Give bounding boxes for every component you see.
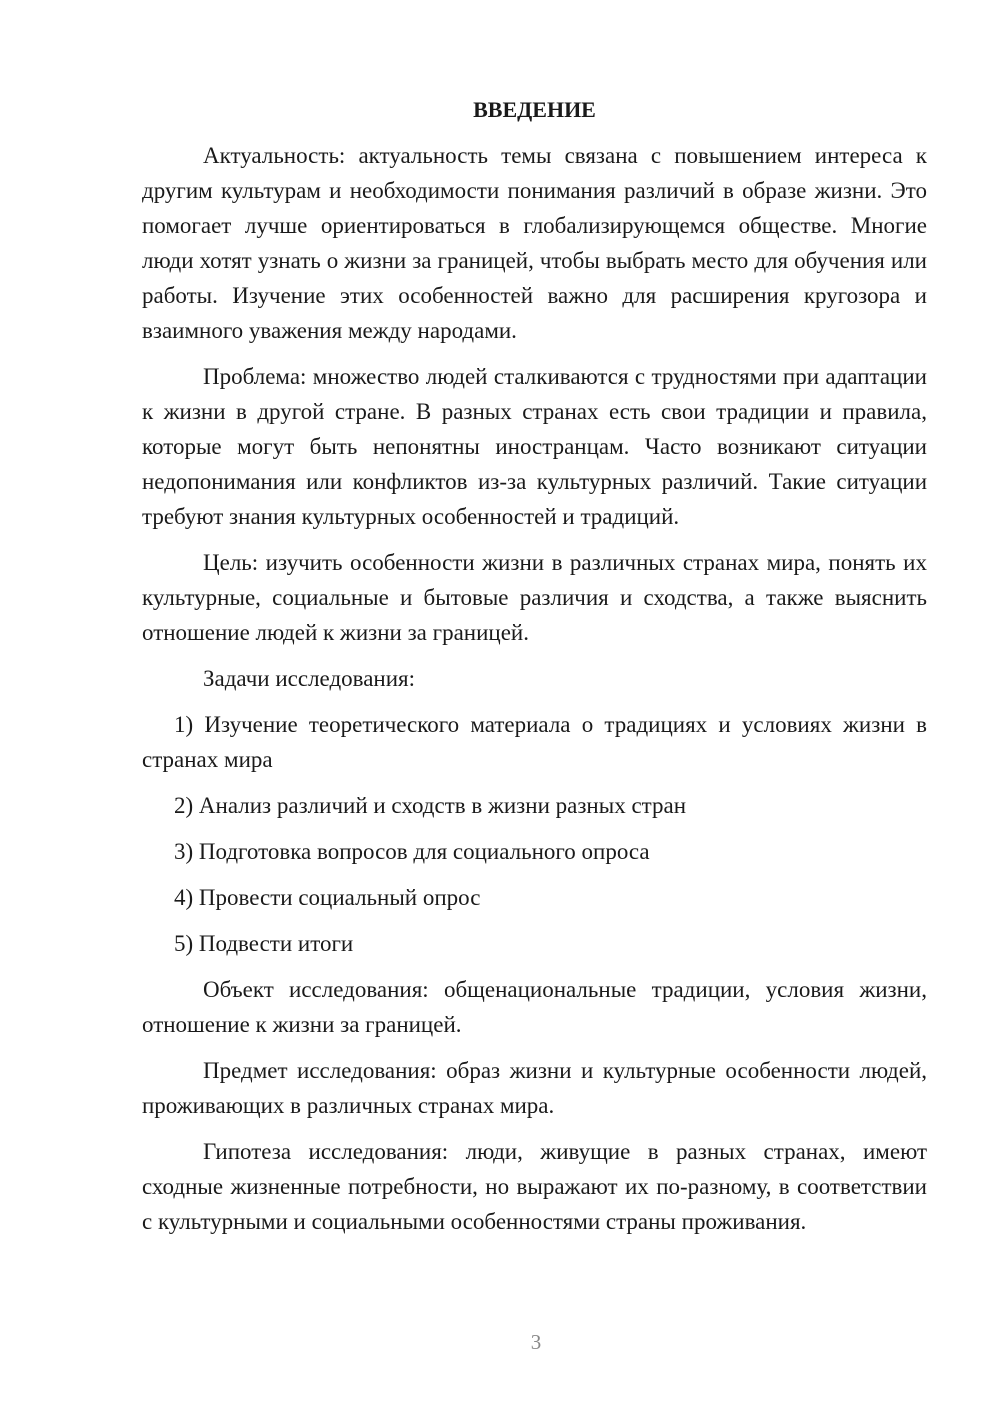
subject-paragraph: Предмет исследования: образ жизни и культурные особенности людей, проживающих в различных странах мира.	[142, 1058, 927, 1118]
tasks-heading: Задачи исследования:	[203, 666, 416, 691]
problem-paragraph: Проблема: множество людей сталкиваются с трудностями при адаптации к жизни в другой стране. В разных странах есть свои традиции и правила, которые могут быть непонятны иностранцам. Часто возникают ситуации недопонимания или конфликтов из-за культурных различий. Такие ситуации требуют знания культурных особенностей и традиций.	[142, 364, 927, 529]
page-number: 3	[530, 1330, 542, 1354]
document-page	[142, 86, 927, 1250]
task-item: 4) Провести социальный опрос	[174, 885, 481, 910]
goal-paragraph: Цель: изучить особенности жизни в различных странах мира, понять их культурные, социальные и бытовые различия и сходства, а также выяснить отношение людей к жизни за границей.	[142, 550, 927, 645]
page-title: ВВЕДЕНИЕ	[473, 97, 596, 122]
relevance-paragraph: Актуальность: актуальность темы связана с повышением интереса к другим культурам и необходимости понимания различий в образе жизни. Это помогает лучше ориентироваться в глобализирующемся обществе. Многие люди хотят узнать о жизни за границей, чтобы выбрать место для обучения или работы. Изучение этих особенностей важно для расширения кругозора и взаимного уважения между народами.	[142, 143, 927, 343]
task-item: 5) Подвести итоги	[174, 931, 354, 956]
task-item: 3) Подготовка вопросов для социального опроса	[174, 839, 650, 864]
task-item: 2) Анализ различий и сходств в жизни разных стран	[174, 793, 686, 818]
task-item: 1) Изучение теоретического материала о традициях и условиях жизни в странах мира	[142, 712, 927, 772]
object-paragraph: Объект исследования: общенациональные традиции, условия жизни, отношение к жизни за границей.	[142, 977, 927, 1037]
hypothesis-paragraph: Гипотеза исследования: люди, живущие в разных странах, имеют сходные жизненные потребности, но выражают их по-разному, в соответствии с культурными и социальными особенностями страны проживания.	[142, 1139, 927, 1234]
